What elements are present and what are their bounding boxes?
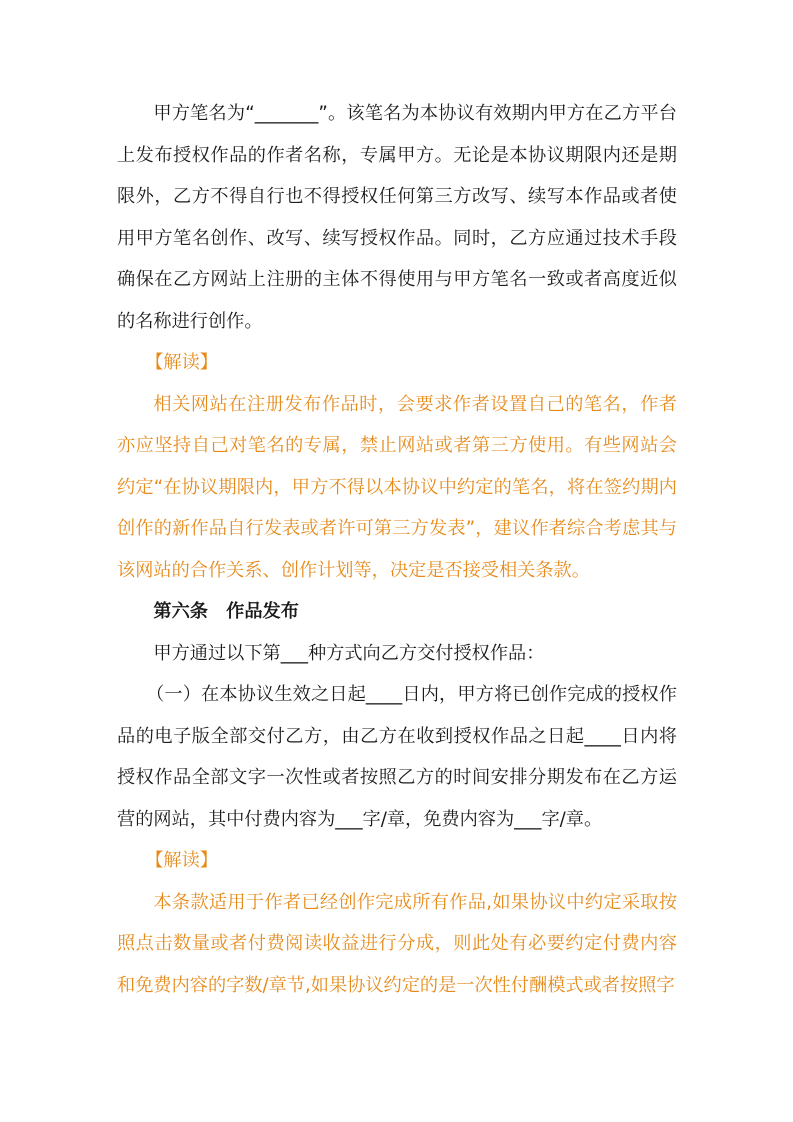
- interpretation-text: 相关网站在注册发布作品时，会要求作者设置自己的笔名，作者亦应坚持自己对笔名的专属，禁止网站或者第三方使用。有些网站会约定“在协议期限内，甲方不得以本协议中约定的笔名，将在签约期内创作的新作品自行发表或者许可第三方发表”，建议作者综合考虑其与该网站的合作关系、创作计划等，决定是否接受相关条款。: [117, 393, 677, 581]
- document-body: [117, 93, 677, 1006]
- interpretation-text-2: 本条款适用于作者已经创作完成所有作品,如果协议中约定采取按照点击数量或者付费阅读收益进行分成，则此处有必要约定付费内容和免费内容的字数/章节,如果协议约定的是一次性付酬模式或者按照字: [117, 891, 677, 996]
- interpretation-label: 【解读】: [145, 352, 218, 373]
- article-heading: 第六条 作品发布: [153, 601, 299, 622]
- article-item-1: （一）在本协议生效之日起____日内，甲方将已创作完成的授权作品的电子版全部交付乙方，由乙方在收到授权作品之日起____日内将授权作品全部文字一次性或者按照乙方的时间安排分期发布在乙方运营的网站，其中付费内容为___字/章，免费内容为___字/章。: [117, 684, 677, 830]
- pen-name-paragraph: 甲方笔名为“_______”。该笔名为本协议有效期内甲方在乙方平台上发布授权作品的作者名称，专属甲方。无论是本协议期限内还是期限外，乙方不得自行也不得授权任何第三方改写、续写本作品或者使用甲方笔名创作、改写、续写授权作品。同时，乙方应通过技术手段确保在乙方网站上注册的主体不得使用与甲方笔名一致或者高度近似的名称进行创作。: [117, 103, 677, 332]
- article-intro: 甲方通过以下第___种方式向乙方交付授权作品：: [153, 642, 545, 664]
- interpretation-label-2: 【解读】: [145, 850, 218, 871]
